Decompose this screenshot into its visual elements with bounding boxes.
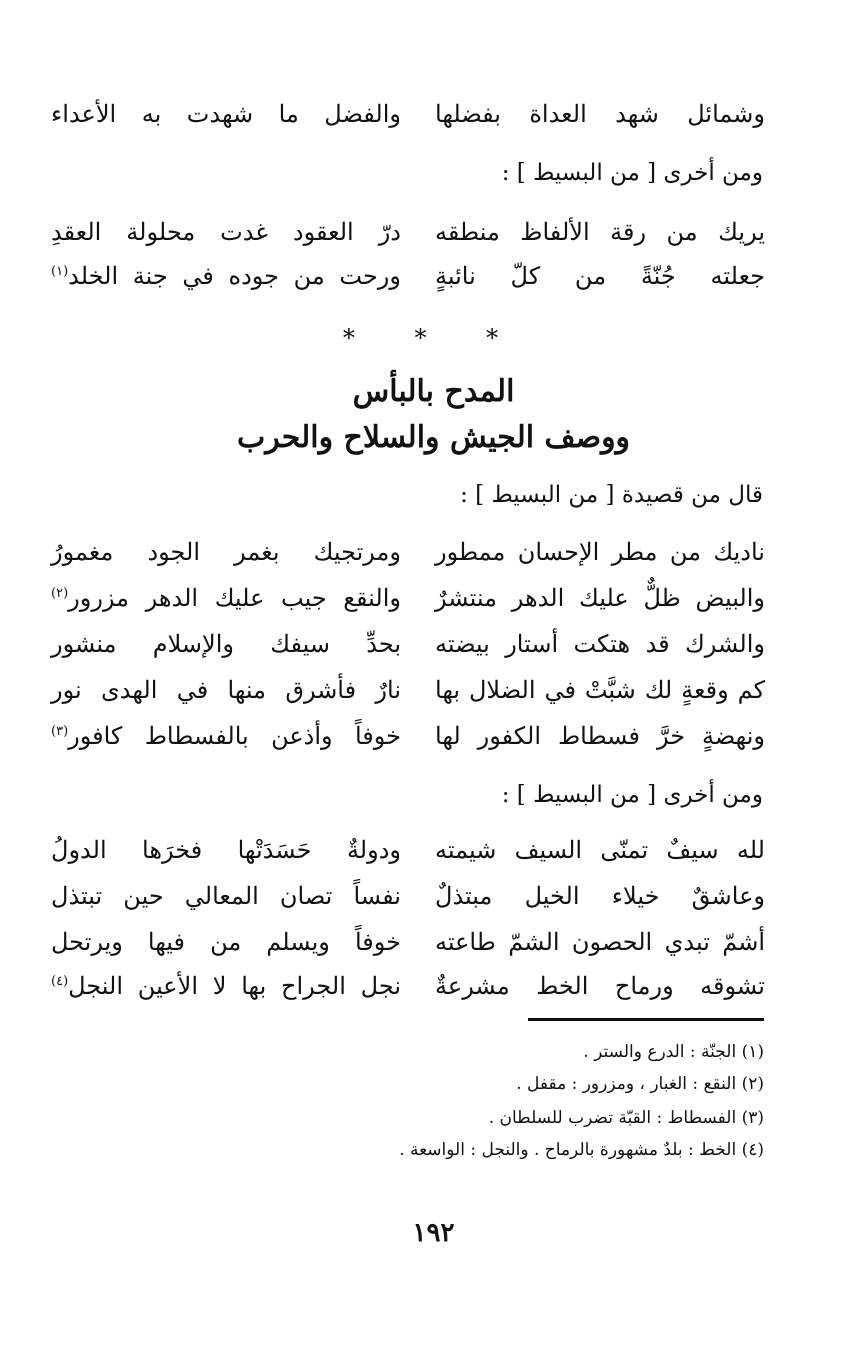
footnote: (١) الجنّة : الدرع والستر . <box>583 1042 764 1062</box>
verse-second-hemistich <box>51 584 401 612</box>
section-divider-stars: * * * <box>342 324 525 352</box>
verse-first-hemistich: أشمّ تبدي الحصون الشمّ طاعته <box>435 928 765 956</box>
verse-line <box>0 262 867 306</box>
verse-second-hemistich: ومرتجيك بغمر الجود مغمورُ <box>51 538 401 566</box>
footnote: (٤) الخط : بلدٌ مشهورة بالرماح . والنجل : الواسعة . <box>399 1140 764 1160</box>
verse-line <box>0 676 867 720</box>
section-title: المدح بالبأس <box>352 374 515 409</box>
verse-line <box>0 584 867 628</box>
verse-line <box>0 100 867 144</box>
verse-line <box>0 722 867 766</box>
verse-second-hemistich: درّ العقود غدت محلولة العقدِ <box>51 218 401 246</box>
poem-intro: ومن أخرى [ من البسيط ] : <box>501 782 763 808</box>
verse-line <box>0 836 867 880</box>
verse-first-hemistich: وعاشقٌ خيلاء الخيل مبتذلٌ <box>435 882 765 910</box>
verse-second-hemistich: والفضل ما شهدت به الأعداء <box>51 100 401 128</box>
verse-first-hemistich: لله سيفٌ تمنّى السيف شيمته <box>435 836 765 864</box>
verse-first-hemistich: تشوقه ورماح الخط مشرعةٌ <box>435 972 765 1000</box>
verse-first-hemistich: والبيض ظلٌّ عليك الدهر منتشرٌ <box>435 584 765 612</box>
footnote-marker: (٣) <box>51 724 69 739</box>
section-subtitle: ووصف الجيش والسلاح والحرب <box>236 420 631 455</box>
footnote-marker: (٢) <box>51 586 69 601</box>
verse-line <box>0 218 867 262</box>
verse-second-hemistich: بحدِّ سيفك والإسلام منشور <box>51 630 401 658</box>
verse-second-hemistich: ودولةٌ حَسَدَتْها فخرَها الدولُ <box>51 836 401 864</box>
footnote-separator <box>528 1018 764 1021</box>
verse-line <box>0 882 867 926</box>
poem-intro: قال من قصيدة [ من البسيط ] : <box>460 482 763 508</box>
verse-first-hemistich: يريك من رقة الألفاظ منطقه <box>435 218 765 246</box>
footnote: (٢) النقع : الغبار ، ومزرور : مقفل . <box>516 1074 764 1094</box>
verse-text: نجل الجراح بها لا الأعين النجل <box>68 972 401 1000</box>
verse-text: والنقع جيب عليك الدهر مزرور <box>68 584 401 612</box>
verse-first-hemistich: جعلته جُنّةً من كلّ نائبةٍ <box>435 262 765 290</box>
verse-second-hemistich <box>51 262 401 290</box>
verse-second-hemistich: خوفاً ويسلم من فيها ويرتحل <box>51 928 401 956</box>
footnote: (٣) الفسطاط : القبّة تضرب للسلطان . <box>488 1108 764 1128</box>
poem-intro: ومن أخرى [ من البسيط ] : <box>501 160 763 186</box>
verse-first-hemistich: والشرك قد هتكت أستار بيضته <box>435 630 765 658</box>
verse-first-hemistich: ناديك من مطر الإحسان ممطور <box>435 538 765 566</box>
verse-second-hemistich <box>51 972 401 1000</box>
footnote-marker: (٤) <box>51 974 69 989</box>
verse-line <box>0 630 867 674</box>
verse-text: خوفاً وأذعن بالفسطاط كافور <box>68 722 401 750</box>
verse-second-hemistich: نارٌ فأشرق منها في الهدى نور <box>51 676 401 704</box>
verse-first-hemistich: ونهضةٍ خرَّ فسطاط الكفور لها <box>435 722 765 750</box>
verse-second-hemistich: نفساً تصان المعالي حين تبتذل <box>51 882 401 910</box>
verse-text: ورحت من جوده في جنة الخلد <box>68 262 401 290</box>
verse-second-hemistich <box>51 722 401 750</box>
verse-line <box>0 972 867 1016</box>
page-number: ١٩٢ <box>412 1218 455 1248</box>
verse-first-hemistich: وشمائل شهد العداة بفضلها <box>435 100 765 128</box>
verse-line <box>0 928 867 972</box>
footnote-marker: (١) <box>51 264 69 279</box>
verse-first-hemistich: كم وقعةٍ لك شبَّتْ في الضلال بها <box>435 676 765 704</box>
verse-line <box>0 538 867 582</box>
